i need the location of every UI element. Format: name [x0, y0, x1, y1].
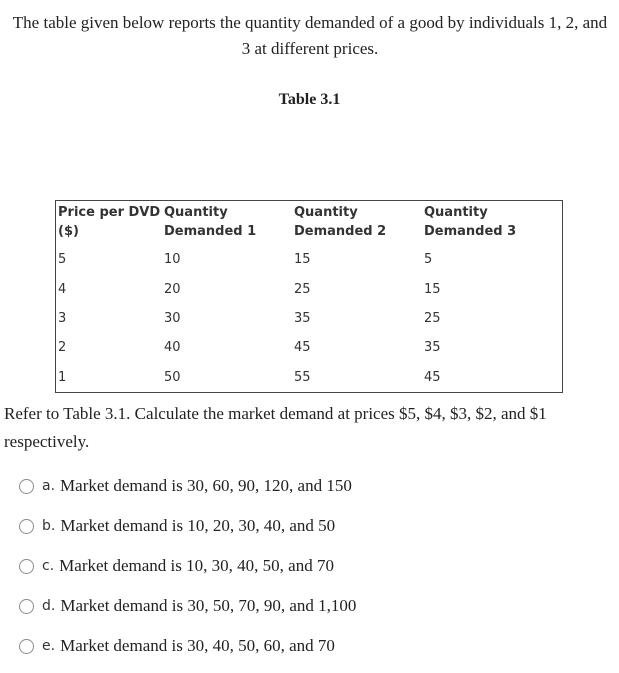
option-letter: e.	[42, 638, 56, 654]
option-b[interactable]	[19, 506, 356, 546]
header-demanded-2-line1: Quantity	[294, 205, 358, 220]
demand-3-cell: 25	[424, 310, 441, 326]
header-demanded-2-line2: Demanded 2	[294, 224, 387, 239]
radio-button-icon[interactable]	[19, 559, 34, 574]
option-text: Market demand is 30, 50, 70, 90, and 1,100	[60, 596, 357, 615]
demand-1-cell: 10	[164, 252, 181, 268]
header-price-line1: Price per DVD	[58, 205, 161, 220]
table-header-row	[56, 201, 563, 246]
option-text: Market demand is 30, 60, 90, 120, and 150	[60, 476, 352, 495]
demand-1-cell: 50	[164, 369, 181, 385]
table-row	[56, 333, 563, 362]
answer-options	[19, 466, 356, 666]
option-e[interactable]	[19, 626, 356, 666]
table-title: Table 3.1	[278, 91, 341, 108]
demand-2-cell: 45	[294, 340, 311, 356]
option-letter: a.	[42, 478, 56, 494]
demand-1-cell: 30	[164, 310, 181, 326]
option-c[interactable]	[19, 546, 356, 586]
option-a[interactable]	[19, 466, 356, 506]
radio-button-icon[interactable]	[19, 479, 34, 494]
demand-2-cell: 55	[294, 369, 311, 385]
demand-3-cell: 15	[424, 281, 441, 297]
question-prompt: Refer to Table 3.1. Calculate the market demand at prices $5, $4, $3, $2, and $1 respectively.	[4, 404, 547, 451]
header-demanded-1	[164, 201, 294, 246]
header-price	[56, 201, 165, 246]
option-letter: b.	[42, 518, 56, 534]
demand-1-cell: 20	[164, 281, 181, 297]
header-demanded-1-line2: Demanded 1	[164, 224, 257, 239]
demand-2-cell: 35	[294, 310, 311, 326]
table-row	[56, 245, 563, 274]
radio-button-icon[interactable]	[19, 519, 34, 534]
demand-3-cell: 5	[424, 252, 433, 268]
question-intro: The table given below reports the quantity demanded of a good by individuals 1, 2, and 3 at different prices.	[12, 13, 608, 58]
table-row	[56, 363, 563, 393]
demand-2-cell: 15	[294, 252, 311, 268]
radio-button-icon[interactable]	[19, 639, 34, 654]
demand-2-cell: 25	[294, 281, 311, 297]
demand-3-cell: 45	[424, 369, 441, 385]
option-letter: d.	[42, 598, 56, 614]
table-row	[56, 304, 563, 333]
demand-3-cell: 35	[424, 340, 441, 356]
header-demanded-2	[294, 201, 424, 246]
option-d[interactable]	[19, 586, 356, 626]
header-demanded-3	[424, 201, 563, 246]
price-cell: 4	[58, 281, 67, 297]
header-demanded-3-line1: Quantity	[424, 205, 488, 220]
demand-1-cell: 40	[164, 340, 181, 356]
option-text: Market demand is 30, 40, 50, 60, and 70	[60, 636, 335, 655]
price-cell: 5	[58, 252, 67, 268]
price-cell: 1	[58, 369, 67, 385]
price-cell: 3	[58, 310, 67, 326]
header-price-line2: ($)	[58, 224, 79, 239]
option-letter: c.	[42, 558, 55, 574]
header-demanded-3-line2: Demanded 3	[424, 224, 517, 239]
header-demanded-1-line1: Quantity	[164, 205, 228, 220]
demand-table	[55, 200, 563, 393]
option-text: Market demand is 10, 20, 30, 40, and 50	[60, 516, 336, 535]
table-row	[56, 274, 563, 303]
radio-button-icon[interactable]	[19, 599, 34, 614]
price-cell: 2	[58, 340, 67, 356]
option-text: Market demand is 10, 30, 40, 50, and 70	[59, 556, 334, 575]
